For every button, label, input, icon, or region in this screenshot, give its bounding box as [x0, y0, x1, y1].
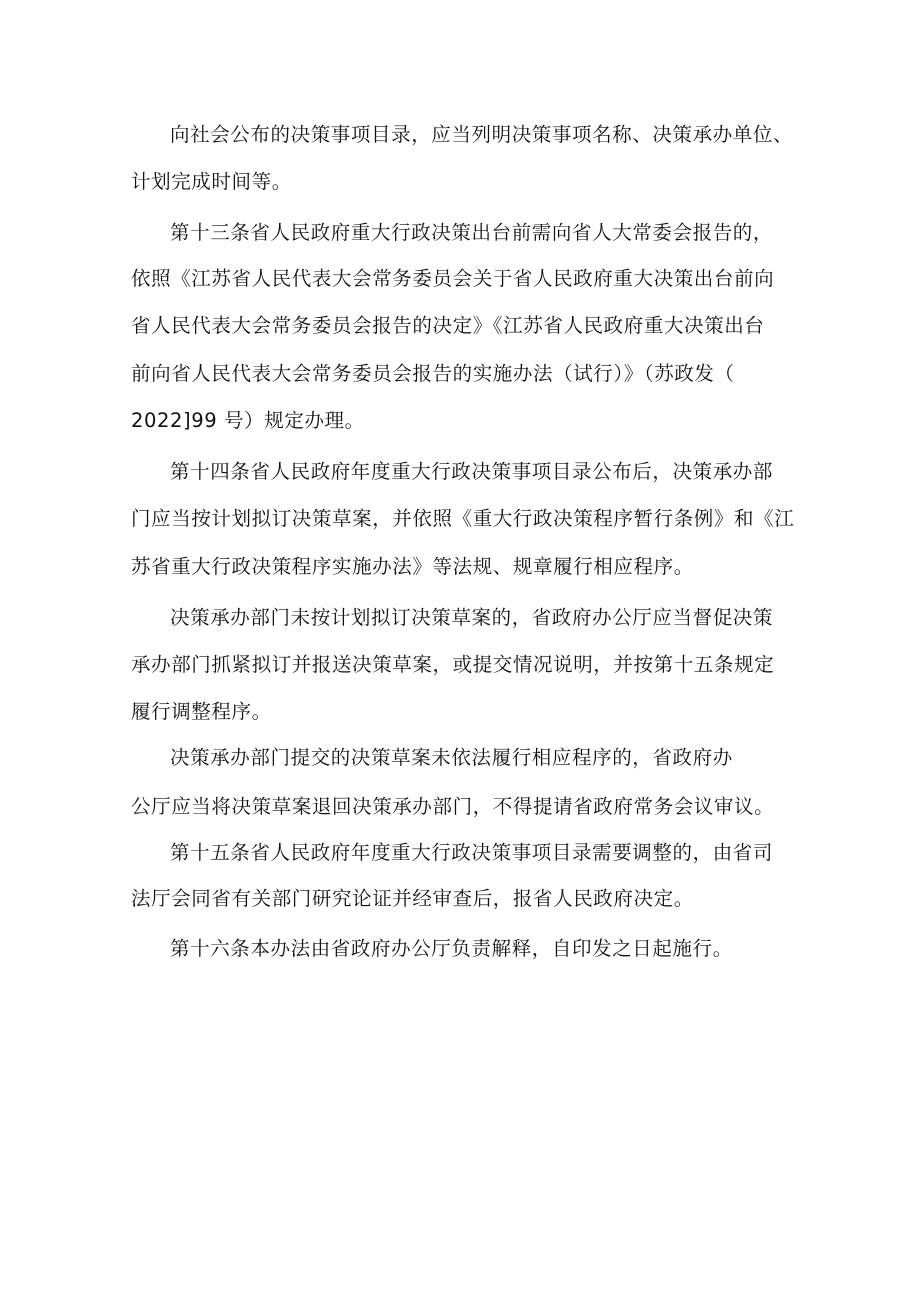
p2-line-4: 前向省人民代表大会常务委员会报告的实施办法（试行）》（苏政发（	[131, 362, 735, 385]
p2-line-1: 第十三条省人民政府重大行政决策出台前需向省人大常委会报告的，	[170, 221, 774, 244]
p4-line-3: 履行调整程序。	[131, 700, 272, 723]
p6-line-2: 法厅会同省有关部门研究论证并经审查后，报省人民政府决定。	[131, 887, 694, 910]
p5-line-1: 决策承办部门提交的决策草案未依法履行相应程序的，省政府办	[170, 746, 733, 769]
p6-line-1: 第十五条省人民政府年度重大行政决策事项目录需要调整的，由省司	[170, 841, 774, 864]
p3-line-2: 门应当按计划拟订决策草案，并依照《重大行政决策程序暂行条例》和《江	[131, 507, 795, 530]
p2-line-5: 2022]99 号）规定办理。	[131, 409, 365, 432]
p1-line-1: 向社会公布的决策事项目录，应当列明决策事项名称、决策承办单位、	[170, 123, 794, 146]
p2-line-3: 省人民代表大会常务委员会报告的决定》《江苏省人民政府重大决策出台	[131, 314, 765, 337]
p3-line-1: 第十四条省人民政府年度重大行政决策事项目录公布后，决策承办部	[170, 460, 774, 483]
p4-line-1: 决策承办部门未按计划拟订决策草案的，省政府办公厅应当督促决策	[170, 606, 774, 629]
p5-line-2: 公厅应当将决策草案退回决策承办部门，不得提请省政府常务会议审议。	[131, 795, 775, 818]
p4-line-2: 承办部门抓紧拟订并报送决策草案，或提交情况说明，并按第十五条规定	[131, 653, 775, 676]
p3-line-3: 苏省重大行政决策程序实施办法》等法规、规章履行相应程序。	[131, 555, 694, 578]
p2-line-2: 依照《江苏省人民代表大会常务委员会关于省人民政府重大决策出台前向	[131, 267, 775, 290]
p7-line-1: 第十六条本办法由省政府办公厅负责解释，自印发之日起施行。	[170, 937, 733, 960]
p1-line-2: 计划完成时间等。	[131, 170, 292, 193]
